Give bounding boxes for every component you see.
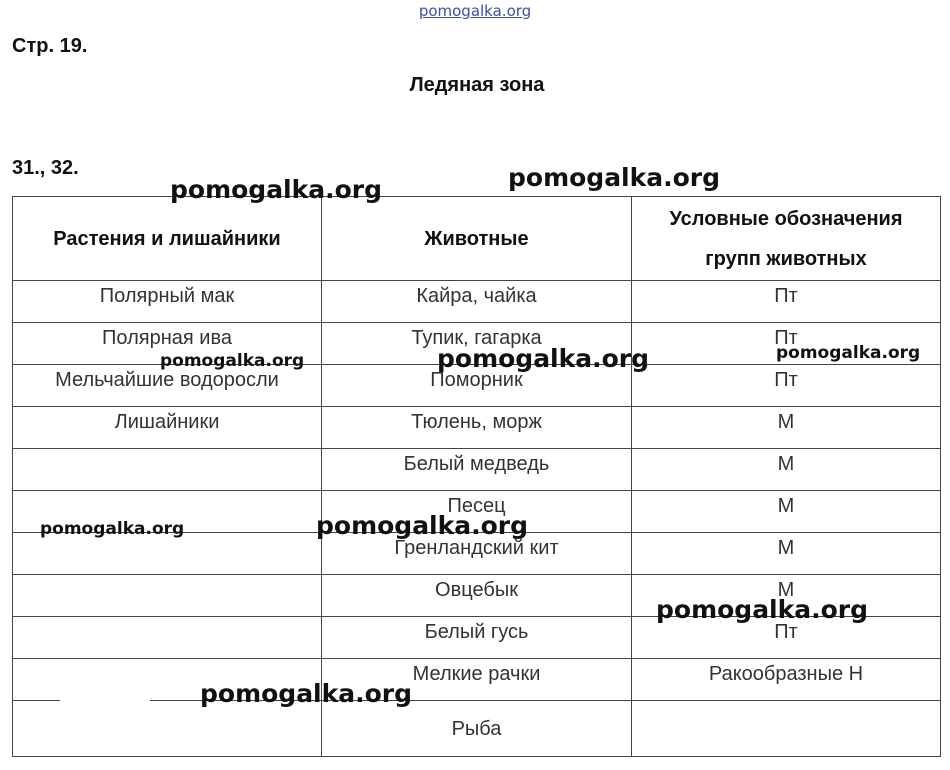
watermark: pomogalka.org [508,163,721,192]
header-group-symbols-line2: групп животных [705,248,867,270]
cell-group: Пт [632,281,941,323]
cell-plant: Полярный мак [13,281,322,323]
watermark: pomogalka.org [170,175,383,204]
cell-animal: Тупик, гагарка [322,323,632,365]
watermark: pomogalka.org [316,511,529,540]
table-row [13,659,941,701]
watermark: pomogalka.org [776,343,921,363]
cell-group: М [632,533,941,575]
cell-plant [13,701,322,757]
watermark: pomogalka.org [437,344,650,373]
cell-group: М [632,491,941,533]
table-row [13,407,941,449]
cell-plant: Полярная ива [13,323,322,365]
cell-animal: Песец [322,491,632,533]
cell-plant [13,617,322,659]
table-row [13,449,941,491]
cell-animal: Кайра, чайка [322,281,632,323]
cell-animal: Белый гусь [322,617,632,659]
cell-animal: Тюлень, морж [322,407,632,449]
cell-animal: Мелкие рачки [322,659,632,701]
table-header-row [13,197,941,281]
page-label: Стр. 19. [12,35,88,57]
cell-plant [13,449,322,491]
cell-group: Пт [632,617,941,659]
cell-animal: Гренландский кит [322,533,632,575]
cell-group: Пт [632,365,941,407]
cell-plant [13,575,322,617]
cell-animal: Овцебык [322,575,632,617]
watermark: pomogalka.org [656,595,869,624]
cell-plant: Мельчайшие водоросли [13,365,322,407]
header-animals: Животные [322,197,632,281]
table-row [13,701,941,757]
cell-group: Ракообразные Н [632,659,941,701]
watermark: pomogalka.org [160,351,305,371]
cell-group: М [632,575,941,617]
cell-group [632,701,941,757]
header-group-symbols-line1: Условные обозначения [669,208,903,230]
cell-group: Пт [632,323,941,365]
header-plants: Растения и лишайники [13,197,322,281]
cell-group: М [632,449,941,491]
watermark: pomogalka.org [200,679,413,708]
site-watermark-top: pomogalka.org [418,2,532,20]
task-label: 31., 32. [12,157,79,179]
zone-table [12,196,941,757]
cell-plant: Лишайники [13,407,322,449]
cell-group: М [632,407,941,449]
cell-animal: Рыба [322,701,632,757]
cell-animal: Поморник [322,365,632,407]
watermark: pomogalka.org [40,519,185,539]
cell-animal: Белый медведь [322,449,632,491]
erased-patch [60,698,150,720]
page-title: Ледяная зона [409,74,545,96]
table-row [13,281,941,323]
header-group-symbols [632,197,941,281]
